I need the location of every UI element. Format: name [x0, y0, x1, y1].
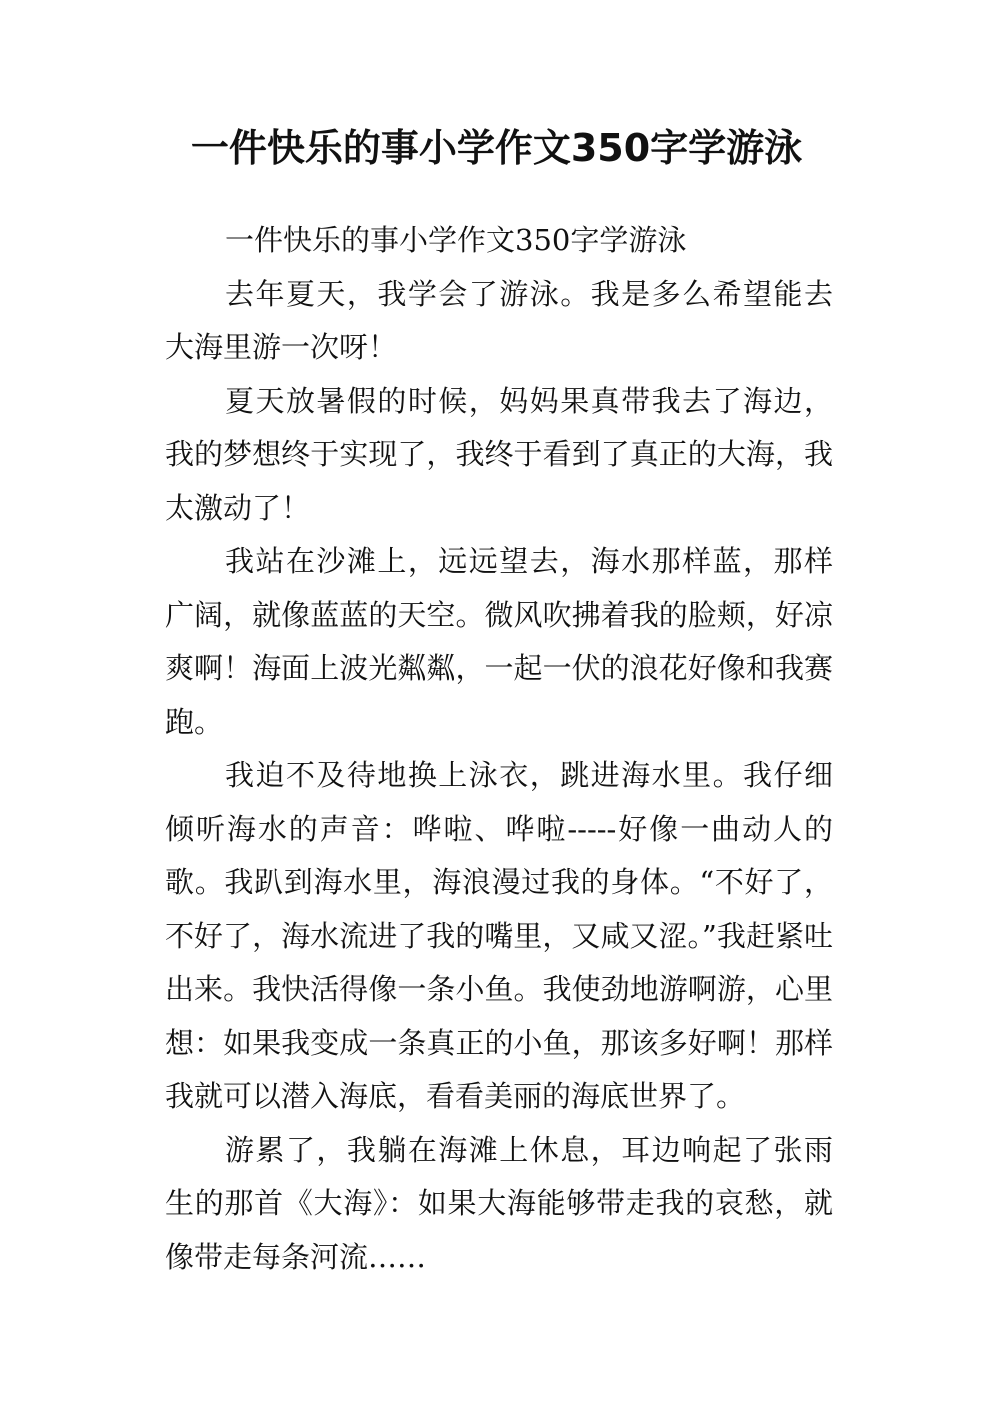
paragraph: 去年夏天，我学会了游泳。我是多么希望能去大海里游一次呀！	[165, 276, 833, 364]
paragraph: 我迫不及待地换上泳衣，跳进海水里。我仔细倾听海水的声音：哗啦、哗啦-----好像一曲动人的歌。我趴到海水里，海浪漫过我的身体。“不好了，不好了，海水流进了我的嘴里，又咸又涩。”我赶紧吐出来。我快活得像一条小鱼。我使劲地游啊游，心里想：如果我变成一条真正的小鱼，那该多好啊！那样我就可以潜入海底，看看美丽的海底世界了。	[165, 758, 833, 1113]
document-body	[165, 214, 833, 1284]
paragraph: 游累了，我躺在海滩上休息，耳边响起了张雨生的那首《大海》：如果大海能够带走我的哀愁，就像带走每条河流……	[165, 1132, 833, 1274]
paragraph-subtitle: 一件快乐的事小学作文350字学游泳	[225, 223, 687, 257]
document-title: 一件快乐的事小学作文350字学游泳	[190, 126, 803, 170]
paragraph: 夏天放暑假的时候，妈妈果真带我去了海边，我的梦想终于实现了，我终于看到了真正的大海，我太激动了！	[165, 383, 833, 525]
paragraph: 我站在沙滩上，远远望去，海水那样蓝，那样广阔，就像蓝蓝的天空。微风吹拂着我的脸颊，好凉爽啊！海面上波光粼粼，一起一伏的浪花好像和我赛跑。	[165, 544, 833, 739]
